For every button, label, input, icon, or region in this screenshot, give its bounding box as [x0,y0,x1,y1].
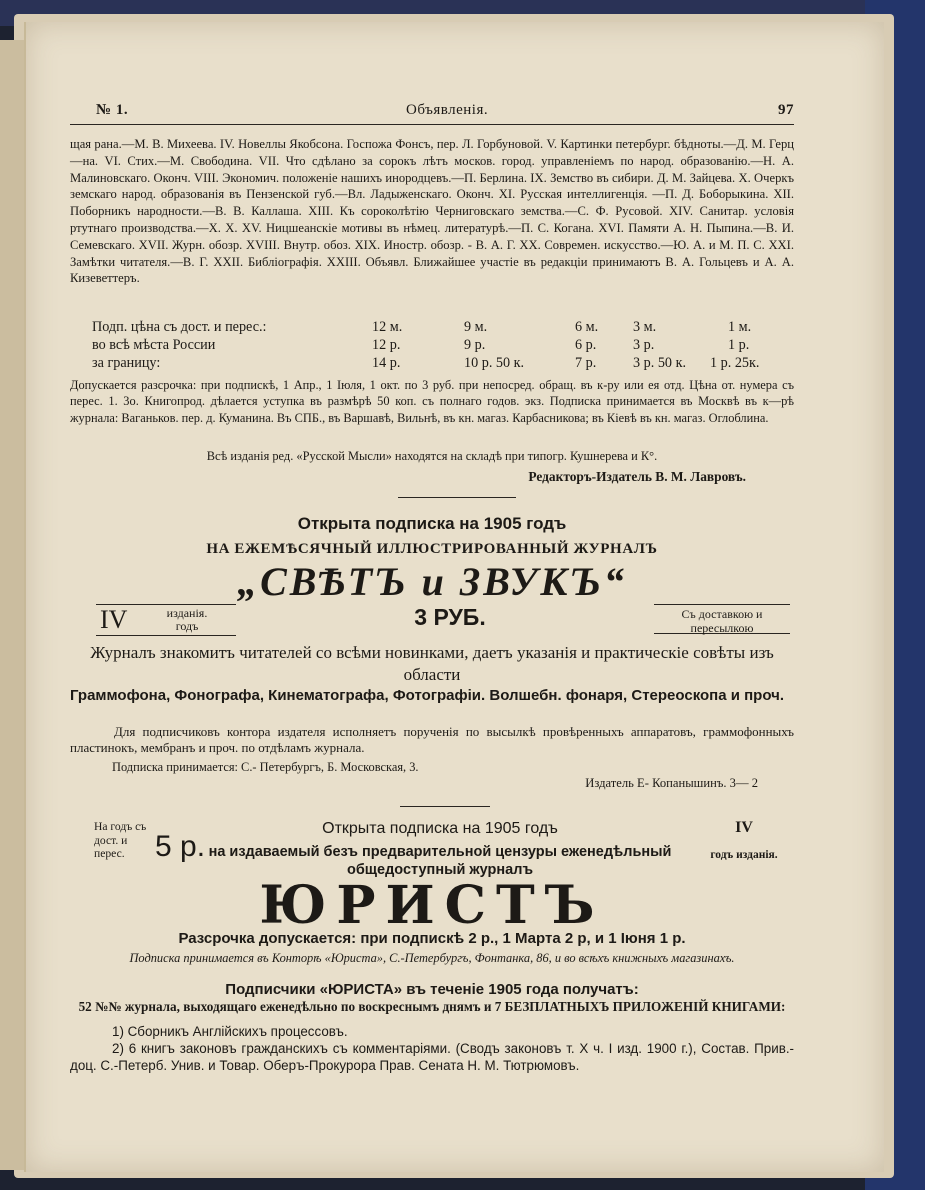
ad2-annual-note: На годъ съ дост. и перес. [94,820,147,860]
ad1-note: Для подписчиковъ контора издателя исполняетъ порученія по высылкѣ провѣренныхъ аппаратовъ, граммофонныхъ пластинокъ, мембранъ и проч. по отдѣламъ журнала. [70,724,794,755]
ad1-journal-name: „СВѢТЪ и ЗВУКЪ“ [237,559,627,604]
ad2-subtitle: на издаваемый безъ предварительной цензуры еженедѣльный общедоступный журналъ [208,844,672,878]
ad2-year-info [696,818,792,862]
list-item: 1) Сборникъ Англійскихъ процессовъ. [112,1024,348,1039]
ad2-year-number: IV [735,819,753,836]
price-row: во всѣ мѣста России 12 р. 9 р. 6 р. 3 р. 1 р. [92,337,750,353]
installment-notice: Допускается разсрочка: при подпискѣ, 1 Апр., 1 Іюля, 1 окт. по 3 руб. при непосред. обращ. въ к-ру или ея отд. Цѣна от. нумера съ перес. 1. 3о. Книгопрод. дѣлается уступка въ размѣрѣ 50 коп. съ полнаго годов. экз. Подписка принимается въ Москвѣ въ к—рѣ журнала: Ваганьков. пер. д. Куманина. Въ СПБ., въ Варшавѣ, Вильнѣ, въ кн. магаз. Карбасникова; въ Кіевѣ въ кн. магаз. Оглоблина. [70,378,794,425]
ad2-year-label: годъ изданія. [710,849,778,861]
issue-number: № 1. [96,102,129,118]
ad2-annual-price: 5 р. [155,830,206,863]
divider [398,497,516,498]
ad1-publisher: Издатель Е- Копанышинъ. 3— 2 [585,776,758,790]
ad2-supplements [70,1023,794,1074]
editor-signature: Редакторъ-Издатель В. М. Лавровъ. [528,469,746,484]
page-header [70,100,794,125]
ad2-installment: Разсрочка допускается: при подпискѣ 2 р., 1 Марта 2 р, и 1 Іюня 1 р. [178,930,686,947]
ad2-issues: 52 №№ журнала, выходящаго еженедѣльно по воскреснымъ днямъ и 7 БЕЗПЛАТНЫХЪ ПРИЛОЖЕНІЙ КНИГАМИ: [78,999,786,1014]
ad1-subtitle: НА ЕЖЕМѢСЯЧНЫЙ ИЛЛЮСТРИРОВАННЫЙ ЖУРНАЛЪ [206,541,658,557]
ad1-year-label: изданія. годъ [166,606,208,633]
storage-notice: Всѣ изданія ред. «Русской Мысли» находятся на складѣ при типогр. Кушнерева и К°. [206,449,658,463]
price-row: Подп. цѣна съ дост. и перес.: 12 м. 9 м. 6 м. 3 м. 1 м. [92,319,752,335]
ad2-title: Открыта подписка на 1905 годъ [322,820,558,837]
ad1-subscription: Подписка принимается: С.- Петербургъ, Б. Московская, 3. [112,760,419,774]
page-number: 97 [778,102,794,118]
ad2-subscribers: Подписчики «ЮРИСТА» въ теченіе 1905 года получатъ: [225,981,639,998]
ad1-delivery-box: Съ доставкою и пересылкою [654,604,790,634]
price-table [70,318,794,372]
divider [400,806,490,807]
list-item: 2) 6 книгъ законовъ гражданскихъ съ комментаріями. (Сводъ законовъ т. X ч. I изд. 1900 г.), Состав. Прив.-доц. С.-Петерб. Унив. и Товар. Оберъ-Прокурора Прав. Сената Н. М. Тютрюмовъ. [70,1041,794,1073]
ad2-journal-name: ЮРИСТЪ [259,875,605,936]
price-row: за границу: 14 р. 10 р. 50 к. 7 р. 3 р. 50 к. 1 р. 25к. [92,355,760,371]
ad1-year-box [96,604,236,636]
ad1-description: Журналъ знакомитъ читателей со всѣми новинками, даетъ указанія и практическіе совѣты изъ области [90,643,774,684]
section-title: Объявленія. [406,102,489,118]
book-spine [0,40,25,1170]
ad1-price: 3 РУБ. [414,604,486,630]
table-of-contents: щая рана.—М. В. Михеева. IV. Новеллы Якобсона. Госпожа Фонсъ, пер. Л. Горбуновой. V. Картинки петербург. бѣдноты.—Д. М. Герц—на. VI. Стих.—М. Свободина. VII. Что сдѣлано за сорокъ лѣтъ москов. город. управленіемъ по народ. образованію.—Н. А. Малиновскаго. Оконч. VIII. Экономич. положеніе нашихъ инородцевъ.—П. Берлина. IX. Земство въ сибири. Д. М. Зайцева. X. Очеркъ земскаго народ. образованія въ Пензенской губ.—Вл. Ладыженскаго. Оконч. XI. Русская интеллигенція. —П. Д. Боборыкина. XII. Поборникъ народности.—В. В. Каллаша. XIII. Къ сороколѣтію Черниговскаго земства.—С. Ф. Русовой. XIV. Санитар. условія ртутнаго производства.—Х. Х. XV. Ницшеанскіе мотивы въ нѣмец. литературѣ.—П. С. Когана. XVI. Памяти А. Н. Пыпина.—В. И. Семевскаго. XVII. Журн. обозр. XVIII. Внутр. обоз. XIX. Иностр. обозр. - В. А. Г. XX. Современ. искусство.—Ю. А. и М. П. С. XXI. Замѣтки читателя.—В. Г. XXII. Библіографія. XXIII. Объявл. Ближайшее участіе въ редакціи принимаютъ В. А. Гольцевъ и А. А. Кизеветтеръ. [70,137,794,286]
ad1-year-number: IV [100,605,128,634]
ad1-items: Граммофона, Фонографа, Кинематографа, Фотографіи. Волшебн. фонаря, Стереоскопа и проч. [70,687,785,704]
ad2-office: Подписка принимается въ Конторѣ «Юриста», С.-Петербургъ, Фонтанка, 86, и во всѣхъ книжныхъ магазинахъ. [129,951,735,965]
ad1-title: Открыта подписка на 1905 годъ [297,514,567,533]
